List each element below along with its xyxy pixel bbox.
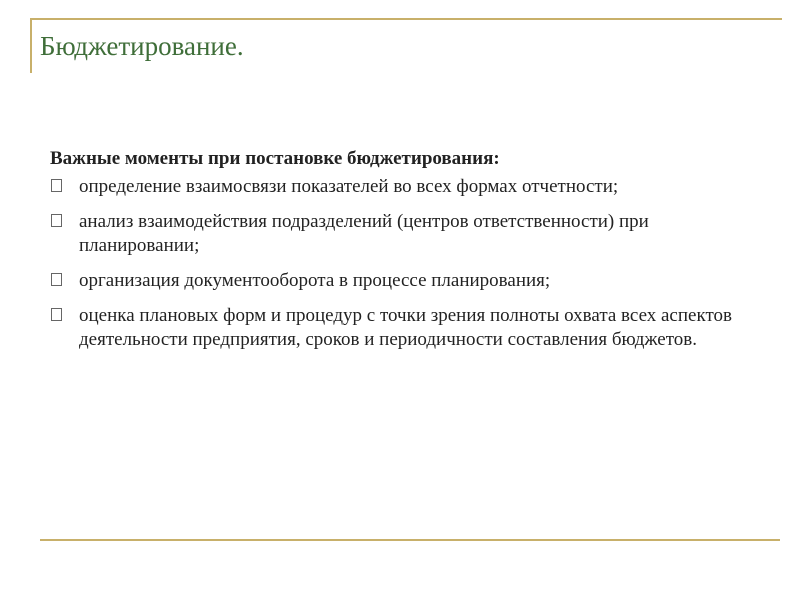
list-item bbox=[50, 269, 770, 293]
list-item bbox=[50, 304, 770, 352]
list-item bbox=[50, 175, 770, 199]
frame-left-line bbox=[30, 18, 32, 73]
frame-bottom-line bbox=[40, 539, 780, 541]
bullet-list bbox=[50, 175, 770, 352]
list-item-text: оценка плановых форм и процедур с точки зрения полноты охвата всех аспектов деятельности предприятия, сроков и периодичности составления бюджетов. bbox=[79, 305, 732, 350]
square-bullet-icon bbox=[51, 214, 62, 227]
frame-top-line bbox=[30, 18, 782, 20]
list-item-text: определение взаимосвязи показателей во всех формах отчетности; bbox=[79, 176, 619, 197]
list-item-text: организация документооборота в процессе планирования; bbox=[79, 270, 551, 291]
square-bullet-icon bbox=[51, 179, 62, 192]
square-bullet-icon bbox=[51, 308, 62, 321]
square-bullet-icon bbox=[51, 273, 62, 286]
list-item-text: анализ взаимодействия подразделений (центров ответственности) при планировании; bbox=[79, 211, 649, 256]
slide-subtitle: Важные моменты при постановке бюджетирования: bbox=[50, 148, 500, 169]
slide-title: Бюджетирование. bbox=[40, 31, 244, 61]
list-item bbox=[50, 210, 770, 258]
slide-content bbox=[50, 147, 770, 363]
